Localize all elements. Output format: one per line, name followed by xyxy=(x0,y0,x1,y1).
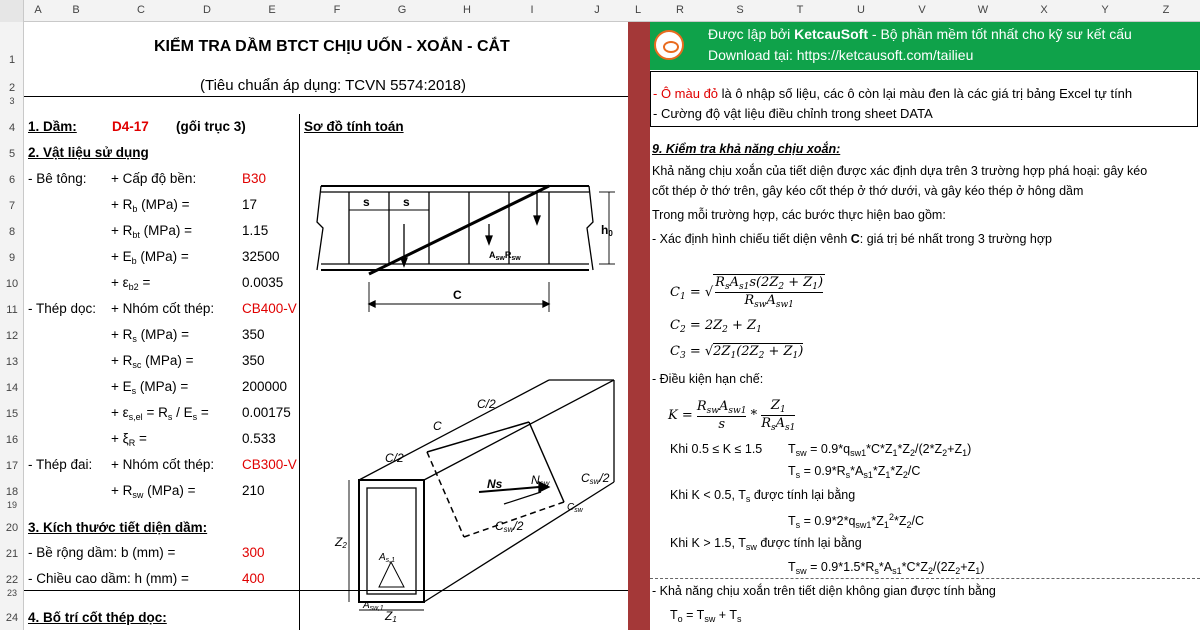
col-r[interactable]: R xyxy=(676,4,684,16)
stirrup-group[interactable]: CB300-V xyxy=(242,457,297,472)
row-4[interactable]: 4 xyxy=(8,122,16,134)
row-3[interactable]: 3 xyxy=(9,96,15,106)
torsion-p3[interactable]: Trong mỗi trường hợp, các bước thực hiện bao gồm: xyxy=(652,208,946,222)
column-header xyxy=(0,0,1200,22)
row-14[interactable]: 14 xyxy=(5,382,19,394)
col-i[interactable]: I xyxy=(530,4,534,16)
row-17[interactable]: 17 xyxy=(5,460,19,472)
row-10[interactable]: 10 xyxy=(5,278,19,290)
col-c[interactable]: C xyxy=(137,4,145,16)
col-z[interactable]: Z xyxy=(1162,4,1170,16)
diagram-nsw: Nsw xyxy=(531,473,550,488)
diagram-heading[interactable]: Sơ đồ tính toán xyxy=(304,119,404,134)
ts-formula-mid[interactable]: $T_s = 0.9*R_s*A_{s1}*Z_1*Z_2/C$ xyxy=(788,464,921,480)
formula-k: K = $R_{sw}A_{sw1}$ s * $Z_1$ $R_sA_{s1}$ xyxy=(668,398,796,433)
banner-download-link[interactable]: Download tại: https://ketcausoft.com/tailieu xyxy=(708,47,974,63)
ketcausoft-logo-icon xyxy=(654,30,684,60)
diagram-c: C xyxy=(453,288,462,302)
width-value[interactable]: 300 xyxy=(242,545,265,560)
banner-line-1: Được lập bởi KetcauSoft - Bộ phần mềm tốt nhất cho kỹ sư kết cấu xyxy=(708,26,1132,42)
col-d[interactable]: D xyxy=(203,4,211,16)
xir-value[interactable]: 0.533 xyxy=(242,431,276,446)
es-label[interactable]: + $E_s$ (MPa) = xyxy=(111,379,189,396)
rebar-heading[interactable]: 4. Bố trí cốt thép dọc: xyxy=(28,610,167,625)
formula-c1: $C_1$ = √ $R_sA_{s1}s(2Z_2 + Z_1)$ $R_{sw}A_{sw1}$ xyxy=(670,275,824,310)
diagram-asw1: $A_{sw,1}$ xyxy=(363,600,384,612)
row-12[interactable]: 12 xyxy=(5,330,19,342)
col-y[interactable]: Y xyxy=(1101,4,1109,16)
t0-formula[interactable]: $T_o = T_{sw} + T_s$ xyxy=(670,608,742,624)
rb-label[interactable]: + $R_b$ (MPa) = xyxy=(111,197,190,214)
diagram-h0: h0 xyxy=(601,223,613,238)
col-t[interactable]: T xyxy=(796,4,804,16)
tsw-formula-mid[interactable]: $T_{sw} = 0.9*q_{sw1}*C*Z_1*Z_2/(2*Z_2+Z_1)$ xyxy=(788,442,972,458)
col-f[interactable]: F xyxy=(333,4,341,16)
calc-diagram xyxy=(309,162,624,622)
col-e[interactable]: E xyxy=(268,4,276,16)
height-label[interactable]: - Chiều cao dầm: h (mm) = xyxy=(28,571,189,586)
eb-label[interactable]: + $E_b$ (MPa) = xyxy=(111,249,189,266)
row-18[interactable]: 18 xyxy=(5,486,19,498)
limit-heading[interactable]: - Điều kiện hạn chế: xyxy=(652,372,764,386)
space-heading[interactable]: - Khả năng chịu xoắn trên tiết diện không gian được tính bằng xyxy=(652,584,996,598)
col-s[interactable]: S xyxy=(736,4,744,16)
diagram-c3: C xyxy=(433,419,442,433)
formula-c3: $C_3 = √2Z_1(2Z_2 + Z_1)$ xyxy=(670,344,804,361)
concrete-grade-label[interactable]: + Cấp độ bền: xyxy=(111,171,197,186)
torsion-sheet xyxy=(650,22,1200,630)
esel-value[interactable]: 0.00175 xyxy=(242,405,291,420)
select-all-corner[interactable] xyxy=(0,0,24,22)
es-value[interactable]: 200000 xyxy=(242,379,288,394)
esel-label[interactable]: + $\varepsilon_{s,el} = R_s / E_s$ = xyxy=(111,405,209,422)
row-5[interactable]: 5 xyxy=(8,148,16,160)
eb2-value[interactable]: 0.0035 xyxy=(242,275,284,290)
row-24[interactable]: 24 xyxy=(5,612,19,624)
section-heading[interactable]: 3. Kích thước tiết diện dầm: xyxy=(28,520,208,535)
torsion-p1[interactable]: Khả năng chịu xoắn của tiết diện được xác định dựa trên 3 trường hợp phá hoại: gây kéo xyxy=(652,164,1148,178)
rs-label[interactable]: + $R_s$ (MPa) = xyxy=(111,327,190,344)
diagram-ns: Ns xyxy=(487,477,503,491)
beam-note[interactable]: (gối trục 3) xyxy=(176,119,246,134)
row-16[interactable]: 16 xyxy=(5,434,19,446)
eb-value[interactable]: 32500 xyxy=(242,249,280,264)
rsc-value[interactable]: 350 xyxy=(242,353,265,368)
row-header xyxy=(0,22,24,630)
col-g[interactable]: G xyxy=(397,4,407,16)
rs-value[interactable]: 350 xyxy=(242,327,265,342)
beam-label[interactable]: 1. Dầm: xyxy=(28,119,77,134)
diagram-csw2: Csw/2 xyxy=(581,471,610,486)
row-19[interactable]: 19 xyxy=(6,500,17,510)
row-15[interactable]: 15 xyxy=(5,408,19,420)
rsw-label[interactable]: + $R_{sw}$ (MPa) = xyxy=(111,483,196,500)
row-9[interactable]: 9 xyxy=(8,252,16,264)
row-6[interactable]: 6 xyxy=(8,174,16,186)
row-21[interactable]: 21 xyxy=(5,548,19,560)
note-1[interactable]: - Ô màu đỏ là ô nhập số liệu, các ô còn lại màu đen là các giá trị bảng Excel tự tính xyxy=(653,86,1133,101)
sheet-title[interactable]: KIỂM TRA DẦM BTCT CHỊU UỐN - XOẮN - CẮT xyxy=(154,38,510,55)
rsw-value[interactable]: 210 xyxy=(242,483,265,498)
k-low-cond[interactable]: Khi K < 0.5, $T_s$ được tính lại bằng xyxy=(670,488,856,504)
xir-label[interactable]: + $\xi_R$ = xyxy=(111,431,147,448)
diagram-c2-left: C/2 xyxy=(385,451,404,465)
diagram-aswr: $A_{sw}R_{sw}$ xyxy=(489,250,521,262)
row-22[interactable]: 22 xyxy=(5,574,19,586)
row-7[interactable]: 7 xyxy=(8,200,16,212)
diagram-csw3: Csw/2 xyxy=(495,519,524,534)
rsc-label[interactable]: + $R_{sc}$ (MPa) = xyxy=(111,353,194,370)
diagram-z2: Z2 xyxy=(335,535,347,550)
steel-group-label[interactable]: + Nhóm cốt thép: xyxy=(111,301,215,316)
header-rule xyxy=(24,96,628,97)
row-1[interactable]: 1 xyxy=(8,54,16,66)
note-2[interactable]: - Cường độ vật liệu điều chỉnh trong sheet DATA xyxy=(653,106,933,121)
col-h[interactable]: H xyxy=(463,4,471,16)
formula-rule xyxy=(650,578,1200,579)
diagram-c2-top: C/2 xyxy=(477,397,496,411)
rb-value[interactable]: 17 xyxy=(242,197,258,212)
col-a[interactable]: A xyxy=(34,4,42,16)
diagram-z1: Z1 xyxy=(385,609,397,622)
torsion-p4[interactable]: - Xác định hình chiếu tiết diện vênh C: giá trị bé nhất trong 3 trường hợp xyxy=(652,232,1053,246)
col-j[interactable]: J xyxy=(594,4,600,16)
col-w[interactable]: W xyxy=(977,4,989,16)
torsion-heading[interactable]: 9. Kiểm tra khả năng chịu xoắn: xyxy=(652,142,841,156)
frozen-pane-divider xyxy=(628,22,650,630)
concrete-grade[interactable]: B30 xyxy=(242,171,267,186)
k-mid-cond[interactable]: Khi 0.5 ≤ K ≤ 1.5 xyxy=(670,442,763,456)
row-23[interactable]: 23 xyxy=(6,588,17,598)
k-high-cond[interactable]: Khi K > 1.5, $T_{sw}$ được tính lại bằng xyxy=(670,536,862,552)
diagram-s1: s xyxy=(363,195,370,209)
ketcausoft-banner[interactable] xyxy=(650,22,1200,70)
col-v[interactable]: V xyxy=(918,4,926,16)
col-x[interactable]: X xyxy=(1040,4,1048,16)
diagram-csw: $C_{sw}$ xyxy=(567,502,583,514)
col-l[interactable]: L xyxy=(634,4,642,16)
steel-group[interactable]: CB400-V xyxy=(242,301,297,316)
formula-c2: $C_2 = 2Z_2 + Z_1$ xyxy=(670,318,762,335)
rbt-label[interactable]: + $R_{bt}$ (MPa) = xyxy=(111,223,193,240)
calc-sheet xyxy=(24,22,628,630)
row-13[interactable]: 13 xyxy=(5,356,19,368)
eb2-label[interactable]: + $\varepsilon_{b2}$ = xyxy=(111,275,151,292)
steel-label[interactable]: - Thép dọc: xyxy=(28,301,97,316)
width-label[interactable]: - Bề rộng dầm: b (mm) = xyxy=(28,545,176,560)
concrete-label[interactable]: - Bê tông: xyxy=(28,171,87,186)
rbt-value[interactable]: 1.15 xyxy=(242,223,269,238)
notes-box xyxy=(650,71,1198,127)
tsw-formula-high[interactable]: $T_{sw} = 0.9*1.5*R_s*A_{s1}*C*Z_2/(2Z_2+Z_1)$ xyxy=(788,560,985,576)
ts-formula-low[interactable]: $T_s = 0.9*2*q_{sw1}*Z_1^2*Z_2/C$ xyxy=(788,512,924,530)
diagram-as1: $A_{s,1}$ xyxy=(379,552,396,564)
beam-name[interactable]: D4-17 xyxy=(112,119,149,134)
materials-heading[interactable]: 2. Vật liệu sử dụng xyxy=(28,145,149,160)
panel-divider xyxy=(299,114,300,630)
standard-note[interactable]: (Tiêu chuẩn áp dụng: TCVN 5574:2018) xyxy=(200,77,467,94)
row-20[interactable]: 20 xyxy=(5,522,19,534)
row-2[interactable]: 2 xyxy=(8,82,16,94)
col-u[interactable]: U xyxy=(857,4,865,16)
row-11[interactable]: 11 xyxy=(6,304,18,316)
stirrup-label[interactable]: - Thép đai: xyxy=(28,457,93,472)
col-b[interactable]: B xyxy=(72,4,80,16)
torsion-p2[interactable]: cốt thép ở thớ trên, gây kéo cốt thép ở thớ dưới, và gây kéo thép ở hông dầm xyxy=(652,184,1084,198)
diagram-s2: s xyxy=(403,195,410,209)
height-value[interactable]: 400 xyxy=(242,571,265,586)
row-8[interactable]: 8 xyxy=(8,226,16,238)
stirrup-group-label[interactable]: + Nhóm cốt thép: xyxy=(111,457,215,472)
